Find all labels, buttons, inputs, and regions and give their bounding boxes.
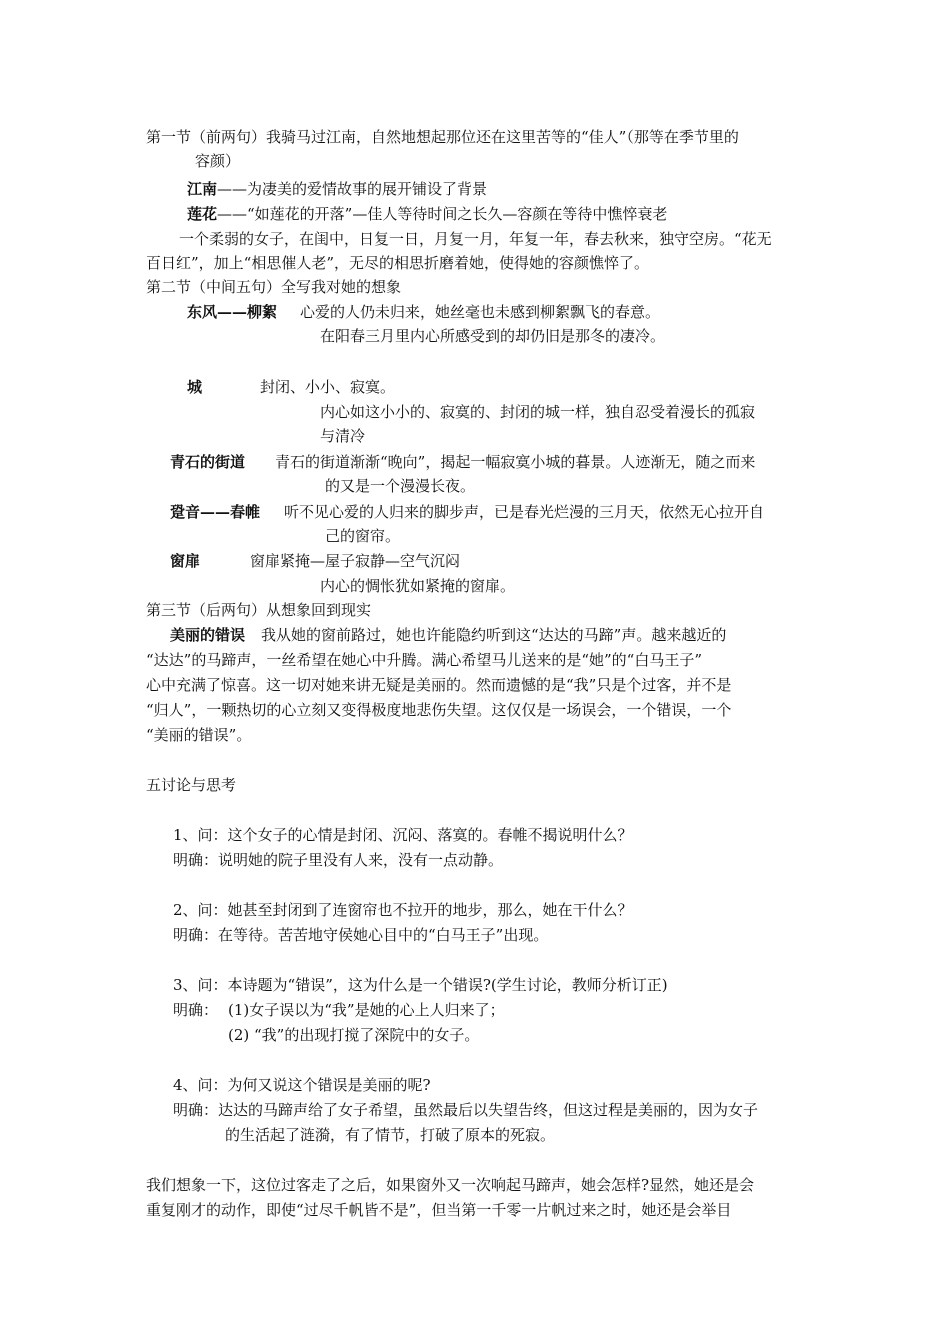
cheng-text2: 内心如这小小的、寂寞的、封闭的城一样，独自忍受着漫长的孤寂: [320, 403, 756, 421]
answer-2: 明确：在等待。苦苦地守侯她心目中的“白马王子”出现。: [173, 926, 549, 944]
answer-1: 明确：说明她的院子里没有人来，没有一点动静。: [173, 851, 504, 869]
qiong-text1: 听不见心爱的人归来的脚步声，已是春光烂漫的三月天，依然无心拉开自: [284, 503, 765, 521]
discussion-heading: 五讨论与思考: [146, 776, 237, 794]
jiangnan-line: [187, 178, 487, 200]
jiangnan-text: ——为凄美的爱情故事的展开铺设了背景: [217, 180, 488, 198]
question-2: 2、问：她甚至封闭到了连窗帘也不拉开的地步，那么，她在干什么？: [173, 901, 633, 919]
dongfeng-text2: 在阳春三月里内心所感受到的却仍旧是那冬的凄冷。: [320, 327, 666, 345]
qiong-text2: 己的窗帘。: [325, 527, 401, 545]
dongfeng-line: [187, 301, 277, 323]
section1-heading-line2: 容颜）: [195, 152, 241, 170]
dongfeng-term: 东风——柳絮: [187, 303, 278, 321]
section3-line5: “美丽的错误”。: [146, 726, 252, 744]
jiangnan-term: 江南: [187, 180, 218, 198]
question-4: 4、问：为何又说这个错误是美丽的呢?: [173, 1076, 431, 1094]
window-text1: 窗扉紧掩—屋子寂静—空气沉闷: [250, 552, 461, 570]
cheng-text1: 封闭、小小、寂寞。: [260, 378, 396, 396]
section3-text1: 我从她的窗前路过，她也许能隐约听到这“达达的马蹄”声。越来越近的: [261, 626, 727, 644]
lianhua-text: ——“如莲花的开落”—佳人等待时间之长久—容颜在等待中憔悴衰老: [217, 205, 668, 223]
question-1: 1、问：这个女子的心情是封闭、沉闷、落寞的。春帷不揭说明什么？: [173, 826, 633, 844]
section1-heading-line1: 第一节（前两句）我骑马过江南，自然地想起那位还在这里苦等的“佳人”（那等在季节里的: [146, 128, 739, 146]
window-text2: 内心的惆怅犹如紧掩的窗扉。: [320, 577, 516, 595]
answer-4-line2: 的生活起了涟漪，有了情节，打破了原本的死寂。: [225, 1126, 556, 1144]
answer-3-item2: (2) “我”的出现打搅了深院中的女子。: [228, 1026, 480, 1044]
answer-4-line1: 明确：达达的马蹄声给了女子希望，虽然最后以失望告终，但这过程是美丽的，因为女子: [173, 1101, 759, 1119]
section3-term: 美丽的错误: [170, 626, 246, 644]
answer-3-label: 明确：: [173, 1001, 219, 1019]
cheng-text3: 与清冷: [320, 427, 366, 445]
section3-heading: 第三节（后两句）从想象回到现实: [146, 601, 372, 619]
section3-line2: “达达”的马蹄声，一丝希望在她心中升腾。满心希望马儿送来的是“她”的“白马王子”: [146, 651, 703, 669]
cheng-term: 城: [187, 378, 203, 396]
section3-line1: [170, 624, 726, 646]
answer-3-item1: (1)女子误以为“我”是她的心上人归来了；: [228, 1001, 505, 1019]
section3-line4: “归人”，一颗热切的心立刻又变得极度地悲伤失望。这仅仅是一场误会，一个错误，一个: [146, 701, 732, 719]
section2-heading: 第二节（中间五句）全写我对她的想象: [146, 278, 402, 296]
section1-paragraph-line1: 一个柔弱的女子，在闺中，日复一日，月复一月，年复一年，春去秋来，独守空房。“花无: [179, 230, 772, 248]
street-text2: 的又是一个漫漫长夜。: [325, 477, 476, 495]
section3-line3: 心中充满了惊喜。这一切对她来讲无疑是美丽的。然而遗憾的是“我”只是个过客，并不是: [146, 676, 732, 694]
closing-line1: 我们想象一下，这位过客走了之后，如果窗外又一次响起马蹄声，她会怎样?显然，她还是会: [146, 1176, 755, 1194]
dongfeng-text1: 心爱的人仍未归来，她丝毫也未感到柳絮飘飞的春意。: [300, 303, 661, 321]
question-3: 3、问：本诗题为“错误”，这为什么是一个错误?(学生讨论，教师分析订正): [173, 976, 668, 994]
lianhua-line: [187, 203, 667, 225]
window-term: 窗扉: [170, 552, 201, 570]
qiong-term: 跫音——春帷: [170, 503, 261, 521]
lianhua-term: 莲花: [187, 205, 218, 223]
street-text1: 青石的街道渐渐“晚向”，揭起一幅寂寞小城的暮景。人迹渐无，随之而来: [275, 453, 756, 471]
section1-paragraph-line2: 百日红”，加上“相思催人老”，无尽的相思折磨着她，使得她的容颜憔悴了。: [146, 254, 650, 272]
closing-line2: 重复刚才的动作，即使“过尽千帆皆不是”，但当第一千零一片帆过来之时，她还是会举目: [146, 1201, 732, 1219]
street-term: 青石的街道: [170, 453, 246, 471]
